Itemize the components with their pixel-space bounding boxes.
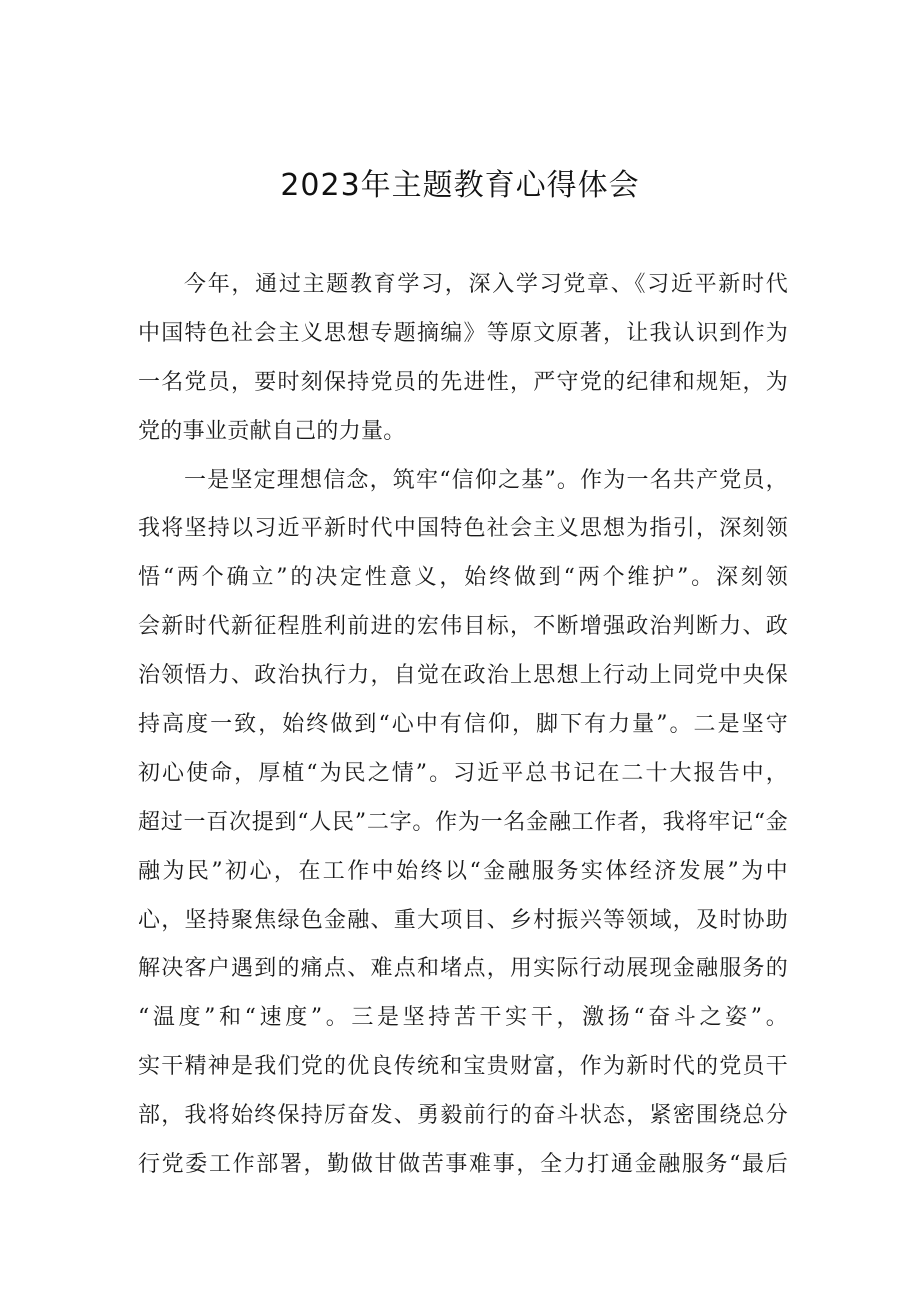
text-line: “温度”和“速度”。三是坚持苦干实干，激扬“奋斗之姿”。	[138, 1005, 788, 1031]
text-line: 悟“两个确立”的决定性意义，始终做到“两个维护”。深刻领	[138, 565, 788, 591]
text-line: 初心使命，厚植“为民之情”。习近平总书记在二十大报告中，	[138, 760, 788, 786]
text-line: 解决客户遇到的痛点、难点和堵点，用实际行动展现金融服务的	[138, 956, 788, 982]
text-line: 融为民”初心，在工作中始终以“金融服务实体经济发展”为中	[138, 858, 788, 884]
text-line: 超过一百次提到“人民”二字。作为一名金融工作者，我将牢记“金	[138, 809, 788, 835]
text-line: 党的事业贡献自己的力量。	[138, 418, 406, 444]
text-line: 部，我将始终保持厉奋发、勇毅前行的奋斗状态，紧密围绕总分	[138, 1103, 788, 1129]
text-line: 会新时代新征程胜利前进的宏伟目标，不断增强政治判断力、政	[138, 614, 788, 640]
text-line: 今年，通过主题教育学习，深入学习党章、《习近平新时代	[184, 272, 788, 297]
text-line: 中国特色社会主义思想专题摘编》等原文原著，让我认识到作为	[138, 320, 788, 346]
text-line: 行党委工作部署，勤做甘做苦事难事，全力打通金融服务“最后	[138, 1152, 788, 1178]
text-line: 实干精神是我们党的优良传统和宝贵财富，作为新时代的党员干	[138, 1054, 788, 1080]
text-line: 持高度一致，始终做到“心中有信仰，脚下有力量”。二是坚守	[138, 712, 788, 738]
paragraph-main	[138, 457, 788, 1190]
text-line: 心，坚持聚焦绿色金融、重大项目、乡村振兴等领域，及时协助	[138, 907, 788, 933]
paragraph-intro	[138, 261, 788, 457]
document-body	[138, 261, 788, 1190]
text-line: 我将坚持以习近平新时代中国特色社会主义思想为指引，深刻领	[138, 516, 788, 542]
text-line: 一是坚定理想信念，筑牢“信仰之基”。作为一名共产党员，	[184, 467, 788, 493]
text-line: 治领悟力、政治执行力，自觉在政治上思想上行动上同党中央保	[138, 663, 788, 689]
document-title: 2023年主题教育心得体会	[280, 168, 640, 203]
text-line: 一名党员，要时刻保持党员的先进性，严守党的纪律和规矩，为	[138, 369, 788, 395]
